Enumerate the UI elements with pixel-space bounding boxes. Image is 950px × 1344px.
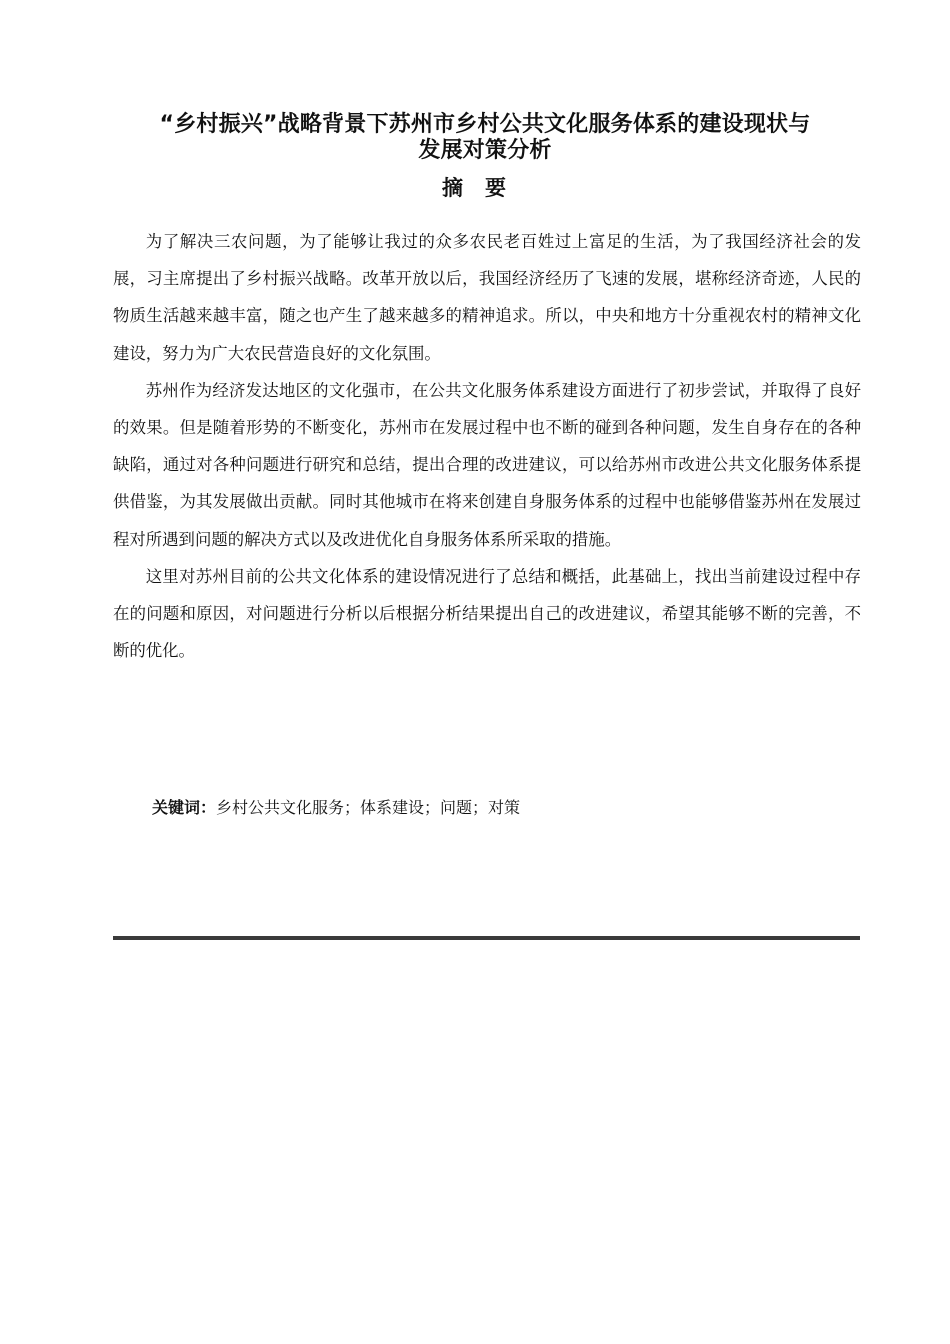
- abstract-paragraph-2: 苏州作为经济发达地区的文化强市，在公共文化服务体系建设方面进行了初步尝试，并取得了良好的效果。但是随着形势的不断变化，苏州市在发展过程中也不断的碰到各种问题，发生自身存在的各种缺陷，通过对各种问题进行研究和总结，提出合理的改进建议，可以给苏州市改进公共文化服务体系提供借鉴，为其发展做出贡献。同时其他城市在将来创建自身服务体系的过程中也能够借鉴苏州在发展过程对所遇到问题的解决方式以及改进优化自身服务体系所采取的措施。: [113, 380, 861, 549]
- abstract-paragraph-3: 这里对苏州目前的公共文化体系的建设情况进行了总结和概括，此基础上，找出当前建设过程中存在的问题和原因，对问题进行分析以后根据分析结果提出自己的改进建议，希望其能够不断的完善，不断的优化。: [113, 566, 861, 661]
- title-line-1: “乡村振兴”战略背景下苏州市乡村公共文化服务体系的建设现状与: [159, 112, 811, 137]
- keywords-text: 乡村公共文化服务；体系建设；问题；对策: [216, 798, 521, 817]
- abstract-body: [113, 223, 861, 669]
- keywords-line: [152, 793, 852, 823]
- keywords-label: 关键词：: [152, 798, 217, 817]
- abstract-paragraph-1: 为了解决三农问题，为了能够让我过的众多农民老百姓过上富足的生活，为了我国经济社会的发展，习主席提出了乡村振兴战略。改革开放以后，我国经济经历了飞速的发展，堪称经济奇迹，人民的物质生活越来越丰富，随之也产生了越来越多的精神追求。所以，中央和地方十分重视农村的精神文化建设，努力为广大农民营造良好的文化氛围。: [113, 232, 861, 363]
- horizontal-rule: [113, 936, 860, 940]
- abstract-heading: 摘要: [442, 176, 528, 200]
- title-line-2: 发展对策分析: [418, 138, 552, 163]
- document-title: [90, 112, 880, 164]
